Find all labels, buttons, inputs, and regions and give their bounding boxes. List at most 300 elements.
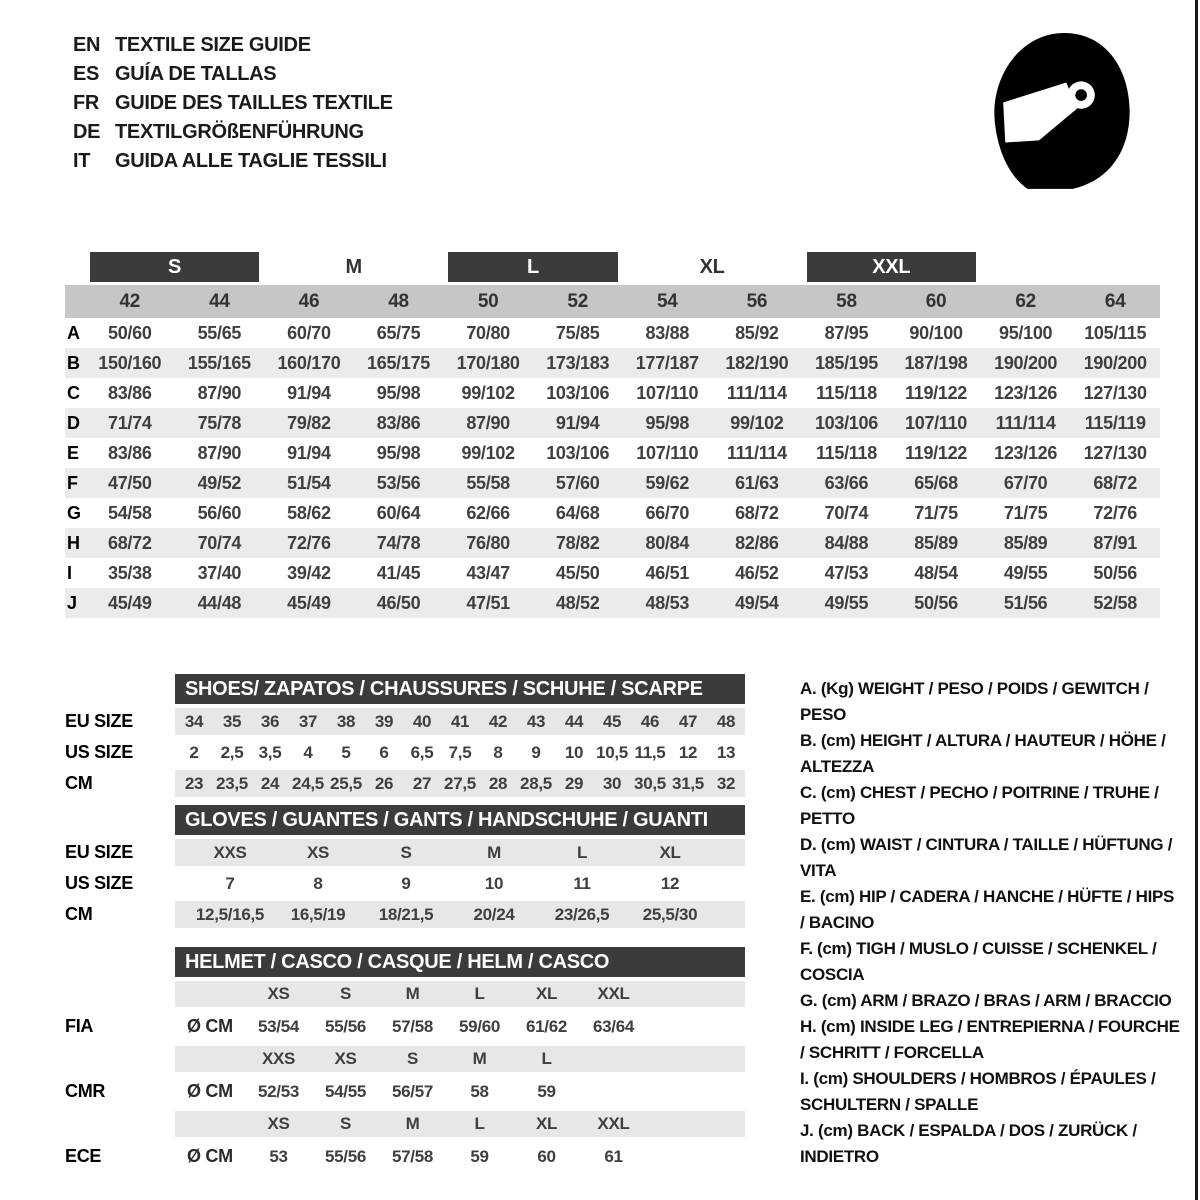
measurement-value: 107/110 xyxy=(905,413,968,433)
measurement-value: 82/86 xyxy=(735,533,779,553)
size-value: 36 xyxy=(260,712,280,731)
measurement-value: 59/62 xyxy=(645,473,690,493)
size-value: 32 xyxy=(716,774,736,793)
measurement-value: 70/74 xyxy=(197,533,242,553)
textile-size-table xyxy=(65,252,1160,618)
size-value: 2,5 xyxy=(220,743,244,762)
language-title: TEXTILE SIZE GUIDE xyxy=(115,34,311,56)
measurement-value: 78/82 xyxy=(555,533,600,553)
standard-label: FIA xyxy=(65,1016,94,1036)
measurement-value: 46/50 xyxy=(376,593,421,613)
measurement-value: 127/130 xyxy=(1083,443,1147,463)
measurement-value: 74/78 xyxy=(376,533,421,553)
size-value: L xyxy=(576,843,588,862)
measurement-value: 67/70 xyxy=(1003,473,1048,493)
measurement-value: 107/110 xyxy=(636,443,699,463)
measurement-value: 187/198 xyxy=(904,353,968,373)
size-value: XXS xyxy=(213,843,247,862)
helmet-size-value: 56/57 xyxy=(391,1082,434,1101)
helmet-size-label: XXS xyxy=(261,1049,296,1068)
measurement-value: 177/187 xyxy=(635,353,699,373)
size-value: 27 xyxy=(412,774,432,793)
unit-spacer xyxy=(175,1046,245,1072)
size-value: S xyxy=(400,843,412,862)
legend-item-f: F. (cm) TIGH / MUSLO / CUISSE / SCHENKEL / COSCIA xyxy=(800,939,1157,984)
size-value: 10 xyxy=(564,743,584,762)
number-spacer xyxy=(65,285,85,318)
helmet-value-row-ece xyxy=(65,1141,745,1172)
measurement-value: 87/90 xyxy=(466,413,510,433)
language-title: GUÍA DE TALLAS xyxy=(115,63,277,85)
size-value: 18/21,5 xyxy=(378,905,434,924)
language-code: FR xyxy=(73,92,100,114)
measurement-value: 107/110 xyxy=(636,383,699,403)
helmet-size-label: L xyxy=(474,1114,485,1133)
helmet-size-label: XXL xyxy=(597,1114,630,1133)
size-value: 30,5 xyxy=(634,774,666,793)
helmet-size-value: 57/58 xyxy=(391,1147,434,1166)
diameter-unit-label: Ø CM xyxy=(187,1081,233,1101)
measurement-value: 95/98 xyxy=(376,383,421,403)
measurement-value: 53/56 xyxy=(376,473,421,493)
size-value: 8 xyxy=(313,874,323,893)
helmet-size-value: 53 xyxy=(269,1147,288,1166)
gloves-table xyxy=(65,805,745,928)
measurement-value: 127/130 xyxy=(1083,383,1147,403)
helmet-size-value: 57/58 xyxy=(391,1017,434,1036)
size-column-58: 58 xyxy=(836,291,857,312)
language-title-list xyxy=(73,31,393,176)
measurement-value: 105/115 xyxy=(1084,323,1147,343)
measurement-value: 87/90 xyxy=(197,443,242,463)
measurement-value: 87/90 xyxy=(197,383,242,403)
measurement-value: 95/98 xyxy=(376,443,421,463)
measurement-value: 95/98 xyxy=(645,413,690,433)
legend-item-j: J. (cm) BACK / ESPALDA / DOS / ZURÜCK / INDIETRO xyxy=(800,1121,1137,1166)
standard-label: ECE xyxy=(65,1146,102,1166)
helmet-size-label: XS xyxy=(334,1049,357,1068)
measurement-value: 43/47 xyxy=(466,563,510,583)
size-number-row xyxy=(65,285,1160,318)
measurement-value: 52/58 xyxy=(1093,593,1137,613)
measurement-value: 72/76 xyxy=(287,533,331,553)
helmet-size-label: XL xyxy=(535,984,558,1003)
measurement-value: 46/52 xyxy=(735,563,779,583)
size-value: 28 xyxy=(488,774,508,793)
size-value: 37 xyxy=(298,712,318,731)
value-band xyxy=(175,839,745,866)
measurement-letter: A xyxy=(67,323,80,343)
measurement-value: 115/118 xyxy=(815,383,877,403)
helmet-size-value: 63/64 xyxy=(592,1017,635,1036)
measurement-row-d xyxy=(65,408,1160,438)
measurement-value: 83/86 xyxy=(376,413,421,433)
measurement-value: 47/50 xyxy=(108,473,152,493)
size-value: 8 xyxy=(493,743,503,762)
measurement-value: 71/74 xyxy=(108,413,152,433)
measurement-value: 155/165 xyxy=(187,353,251,373)
measurement-value: 49/55 xyxy=(1003,563,1048,583)
measurement-value: 91/94 xyxy=(287,443,331,463)
measurement-row-j xyxy=(65,588,1160,618)
helmet-size-label: S xyxy=(406,1049,419,1068)
measurement-value: 58/62 xyxy=(287,503,331,523)
measurement-value: 85/89 xyxy=(914,533,958,553)
measurement-value: 47/51 xyxy=(466,593,510,613)
size-value: 39 xyxy=(374,712,394,731)
size-value: 42 xyxy=(488,712,508,731)
measurement-value: 87/91 xyxy=(1093,533,1137,553)
measurement-row-c xyxy=(65,378,1160,408)
measurement-row-g xyxy=(65,498,1160,528)
size-value: 11 xyxy=(573,874,591,893)
size-value: 9 xyxy=(531,743,541,762)
measurement-value: 60/70 xyxy=(287,323,331,343)
measurement-row-f xyxy=(65,468,1160,498)
value-band xyxy=(175,739,745,766)
legend-item-e: E. (cm) HIP / CADERA / HANCHE / HÜFTE / HIPS / BACINO xyxy=(800,887,1175,932)
size-row-cm xyxy=(65,901,745,928)
measurement-value: 45/49 xyxy=(108,593,152,613)
measurement-value: 185/195 xyxy=(814,353,878,373)
size-column-48: 48 xyxy=(388,291,409,312)
helmet-size-band xyxy=(175,1111,745,1137)
size-row-us-size xyxy=(65,739,745,766)
row-label: US SIZE xyxy=(65,742,133,762)
measurement-value: 190/200 xyxy=(994,353,1058,373)
measurement-value: 70/74 xyxy=(824,503,869,523)
size-value: 46 xyxy=(640,712,660,731)
measurement-value: 49/52 xyxy=(197,473,242,493)
measurement-value: 91/94 xyxy=(287,383,331,403)
size-value: XL xyxy=(659,843,681,862)
helmet-size-label: L xyxy=(474,984,485,1003)
measurement-value: 111/114 xyxy=(726,383,787,403)
measurement-value: 66/70 xyxy=(645,503,690,523)
value-band xyxy=(175,870,745,897)
measurement-value: 72/76 xyxy=(1093,503,1137,523)
size-value: 20/24 xyxy=(473,905,515,924)
row-spacer xyxy=(65,1111,175,1137)
legend-item-g: G. (cm) ARM / BRAZO / BRAS / ARM / BRACCIO xyxy=(800,991,1172,1010)
helmet-value-band xyxy=(175,1076,745,1107)
size-column-60: 60 xyxy=(925,291,947,312)
helmet-size-label: XS xyxy=(267,1114,290,1133)
size-value: 29 xyxy=(564,774,584,793)
measurement-value: 68/72 xyxy=(735,503,779,523)
diameter-unit-label: Ø CM xyxy=(187,1146,233,1166)
measurement-value: 62/66 xyxy=(466,503,510,523)
size-value: 4 xyxy=(303,743,313,762)
helmet-size-label: M xyxy=(405,1114,420,1133)
language-row-fr xyxy=(73,89,393,118)
helmet-size-value: 61/62 xyxy=(525,1017,568,1036)
size-value: 3,5 xyxy=(258,743,282,762)
size-row-cm xyxy=(65,770,745,797)
size-value: 24,5 xyxy=(292,774,324,793)
size-value: 23 xyxy=(184,774,204,793)
measurement-row-a xyxy=(65,318,1160,348)
size-row-us-size xyxy=(65,870,745,897)
measurement-value: 99/102 xyxy=(461,443,515,463)
measurement-value: 55/58 xyxy=(466,473,510,493)
shoes-table xyxy=(65,674,745,797)
size-value: 23/26,5 xyxy=(554,905,610,924)
measurement-value: 55/65 xyxy=(197,323,242,343)
language-row-en xyxy=(73,31,393,60)
measurement-value: 65/75 xyxy=(376,323,421,343)
value-band xyxy=(175,770,745,797)
gloves-table-rows xyxy=(65,839,745,928)
row-spacer xyxy=(65,981,175,1007)
size-value: 25,5 xyxy=(330,774,362,793)
size-band-xl: XL xyxy=(699,256,725,278)
measurement-value: 49/55 xyxy=(824,593,869,613)
measurement-value: 48/53 xyxy=(645,593,690,613)
size-value: 6 xyxy=(379,743,389,762)
measurement-value: 56/60 xyxy=(197,503,242,523)
helmet-size-value: 60 xyxy=(537,1147,556,1166)
measurement-value: 75/85 xyxy=(555,323,600,343)
measurement-letter: D xyxy=(67,413,80,433)
size-band-xxl: XXL xyxy=(807,252,976,282)
measurement-row-b xyxy=(65,348,1160,378)
measurement-value: 45/49 xyxy=(287,593,331,613)
measurement-value: 71/75 xyxy=(914,503,958,523)
size-value: 28,5 xyxy=(520,774,552,793)
measurement-value: 71/75 xyxy=(1003,503,1048,523)
measurement-value: 50/60 xyxy=(108,323,152,343)
size-column-50: 50 xyxy=(477,291,499,312)
value-band xyxy=(175,708,745,735)
language-code: EN xyxy=(73,34,101,56)
measurement-value: 87/95 xyxy=(824,323,869,343)
size-value: 16,5/19 xyxy=(290,905,346,924)
size-value: 13 xyxy=(716,743,736,762)
row-label: EU SIZE xyxy=(65,842,133,862)
measurement-value: 76/80 xyxy=(466,533,510,553)
language-row-it xyxy=(73,147,393,176)
diameter-unit-label: Ø CM xyxy=(187,1016,233,1036)
right-border-line xyxy=(1195,0,1198,1200)
language-title: GUIDA ALLE TAGLIE TESSILI xyxy=(115,150,387,172)
standard-label: CMR xyxy=(65,1081,106,1101)
measurement-row-e xyxy=(65,438,1160,468)
legend-item-i: I. (cm) SHOULDERS / HOMBROS / ÉPAULES / SCHULTERN / SPALLE xyxy=(800,1069,1156,1114)
measurement-value: 190/200 xyxy=(1083,353,1147,373)
measurement-value: 39/42 xyxy=(287,563,331,583)
legend-item-a: A. (Kg) WEIGHT / PESO / POIDS / GEWITCH / PESO xyxy=(800,679,1149,724)
measurement-value: 103/106 xyxy=(546,443,610,463)
measurement-value: 111/114 xyxy=(726,443,787,463)
measurement-value: 115/119 xyxy=(1084,413,1146,433)
size-value: 7,5 xyxy=(448,743,472,762)
measurement-value: 165/175 xyxy=(367,353,431,373)
measurement-value: 84/88 xyxy=(824,533,869,553)
size-value: 47 xyxy=(678,712,698,731)
size-value: 5 xyxy=(341,743,351,762)
measurement-value: 173/183 xyxy=(546,353,610,373)
size-value: 31,5 xyxy=(672,774,704,793)
size-band-l: L xyxy=(448,252,617,282)
helmet-value-band xyxy=(175,1011,745,1042)
size-column-54: 54 xyxy=(657,291,678,312)
size-value: M xyxy=(487,843,501,862)
measurement-value: 57/60 xyxy=(555,473,600,493)
measurement-value: 50/56 xyxy=(1093,563,1137,583)
helmet-size-value: 55/56 xyxy=(324,1017,367,1036)
language-title: TEXTILGRÖßENFÜHRUNG xyxy=(115,121,364,143)
measurement-value: 83/86 xyxy=(108,383,152,403)
size-value: 12 xyxy=(678,743,698,762)
helmet-size-value: 58 xyxy=(470,1082,489,1101)
measurement-letter: I xyxy=(67,563,72,583)
measurement-value: 91/94 xyxy=(555,413,600,433)
measurement-letter: H xyxy=(67,533,80,553)
size-value: 30 xyxy=(602,774,622,793)
measurement-value: 103/106 xyxy=(814,413,878,433)
measurement-value: 50/56 xyxy=(914,593,958,613)
measurement-value: 45/50 xyxy=(555,563,600,583)
measurement-value: 123/126 xyxy=(994,383,1058,403)
measurement-value: 64/68 xyxy=(555,503,600,523)
helmet-size-value: 61 xyxy=(604,1147,623,1166)
size-value: 23,5 xyxy=(216,774,248,793)
helmet-size-label: XS xyxy=(267,984,290,1003)
helmet-size-value: 59 xyxy=(537,1082,556,1101)
size-column-42: 42 xyxy=(119,291,141,312)
measurement-value: 47/53 xyxy=(824,563,869,583)
measurement-value: 119/122 xyxy=(905,383,968,403)
row-spacer xyxy=(65,1046,175,1072)
measurement-value: 103/106 xyxy=(546,383,610,403)
measurement-value: 35/38 xyxy=(108,563,152,583)
helmet-value-row-fia xyxy=(65,1011,745,1042)
measurement-letter: J xyxy=(67,593,77,613)
size-value: 10 xyxy=(484,874,504,893)
helmet-size-value: 55/56 xyxy=(324,1147,367,1166)
helmet-size-value: 52/53 xyxy=(257,1082,300,1101)
helmet-size-label: S xyxy=(339,1114,352,1133)
unit-spacer xyxy=(175,1111,245,1137)
measurement-value: 119/122 xyxy=(905,443,968,463)
measurement-value: 65/68 xyxy=(914,473,958,493)
row-label: US SIZE xyxy=(65,873,133,893)
language-title: GUIDE DES TAILLES TEXTILE xyxy=(115,92,393,114)
measurement-legend xyxy=(800,676,1182,1170)
size-value: 7 xyxy=(225,874,235,893)
size-band-row xyxy=(65,252,1160,282)
helmet-size-band xyxy=(175,981,745,1007)
size-column-56: 56 xyxy=(746,291,768,312)
measurement-value: 111/114 xyxy=(995,413,1056,433)
language-code: ES xyxy=(73,63,100,85)
measurement-row-i xyxy=(65,558,1160,588)
measurement-value: 170/180 xyxy=(456,353,520,373)
measurement-letter: E xyxy=(67,443,79,463)
measurement-value: 54/58 xyxy=(108,503,152,523)
measurement-rows xyxy=(65,318,1160,618)
measurement-row-h xyxy=(65,528,1160,558)
measurement-value: 83/86 xyxy=(108,443,152,463)
helmet-size-label: L xyxy=(541,1049,552,1068)
size-value: 2 xyxy=(189,743,199,762)
measurement-value: 61/63 xyxy=(735,473,779,493)
helmet-size-value: 59 xyxy=(470,1147,489,1166)
size-value: 41 xyxy=(450,712,470,731)
legend-item-d: D. (cm) WAIST / CINTURA / TAILLE / HÜFTUNG / VITA xyxy=(800,835,1173,880)
gloves-table-title: GLOVES / GUANTES / GANTS / HANDSCHUHE / GUANTI xyxy=(175,805,745,835)
helmet-size-header-ece xyxy=(65,1111,745,1137)
measurement-letter: G xyxy=(67,503,81,523)
value-band xyxy=(175,901,745,928)
measurement-value: 70/80 xyxy=(466,323,510,343)
size-value: 43 xyxy=(526,712,546,731)
measurement-value: 63/66 xyxy=(824,473,869,493)
size-value: 6,5 xyxy=(410,743,434,762)
size-band-s: S xyxy=(90,252,259,282)
size-value: 12 xyxy=(660,874,680,893)
size-value: 35 xyxy=(222,712,242,731)
measurement-value: 41/45 xyxy=(376,563,421,583)
size-value: 12,5/16,5 xyxy=(195,905,265,924)
size-value: 26 xyxy=(374,774,394,793)
legend-item-h: H. (cm) INSIDE LEG / ENTREPIERNA / FOURCHE / SCHRITT / FORCELLA xyxy=(800,1017,1180,1062)
size-column-52: 52 xyxy=(567,291,588,312)
measurement-value: 44/48 xyxy=(197,593,242,613)
band-spacer xyxy=(65,252,85,282)
helmet-size-value: 59/60 xyxy=(458,1017,501,1036)
measurement-value: 160/170 xyxy=(277,353,341,373)
helmet-size-label: S xyxy=(339,984,352,1003)
size-value: 40 xyxy=(412,712,432,731)
shoes-table-title: SHOES/ ZAPATOS / CHAUSSURES / SCHUHE / SCARPE xyxy=(175,674,745,704)
size-value: 45 xyxy=(602,712,622,731)
measurement-value: 95/100 xyxy=(998,323,1053,343)
language-code: IT xyxy=(73,150,91,172)
size-value: 34 xyxy=(184,712,204,731)
size-column-64: 64 xyxy=(1104,291,1126,312)
helmet-table-title: HELMET / CASCO / CASQUE / HELM / CASCO xyxy=(175,947,745,977)
size-value: 11,5 xyxy=(634,743,666,762)
helmet-size-label: XXL xyxy=(597,984,630,1003)
helmet-size-header-fia xyxy=(65,981,745,1007)
measurement-letter: F xyxy=(67,473,78,493)
legend-item-c: C. (cm) CHEST / PECHO / POITRINE / TRUHE / PETTO xyxy=(800,783,1159,828)
helmet-value-row-cmr xyxy=(65,1076,745,1107)
measurement-value: 48/54 xyxy=(914,563,958,583)
shoes-table-rows xyxy=(65,708,745,797)
measurement-value: 80/84 xyxy=(645,533,690,553)
row-label: CM xyxy=(65,904,93,924)
helmet-table-groups xyxy=(65,981,745,1172)
unit-spacer xyxy=(175,981,245,1007)
measurement-letter: B xyxy=(67,353,80,373)
measurement-value: 68/72 xyxy=(1093,473,1137,493)
size-value: 44 xyxy=(564,712,584,731)
measurement-value: 123/126 xyxy=(994,443,1058,463)
helmet-size-value: 53/54 xyxy=(257,1017,300,1036)
measurement-value: 150/160 xyxy=(98,353,162,373)
measurement-value: 51/56 xyxy=(1003,593,1048,613)
measurement-value: 85/92 xyxy=(735,323,779,343)
measurement-value: 51/54 xyxy=(287,473,331,493)
language-row-es xyxy=(73,60,393,89)
racing-helmet-icon xyxy=(980,28,1138,198)
size-band-m: M xyxy=(345,256,362,278)
helmet-size-label: XL xyxy=(535,1114,558,1133)
size-value: 9 xyxy=(401,874,411,893)
